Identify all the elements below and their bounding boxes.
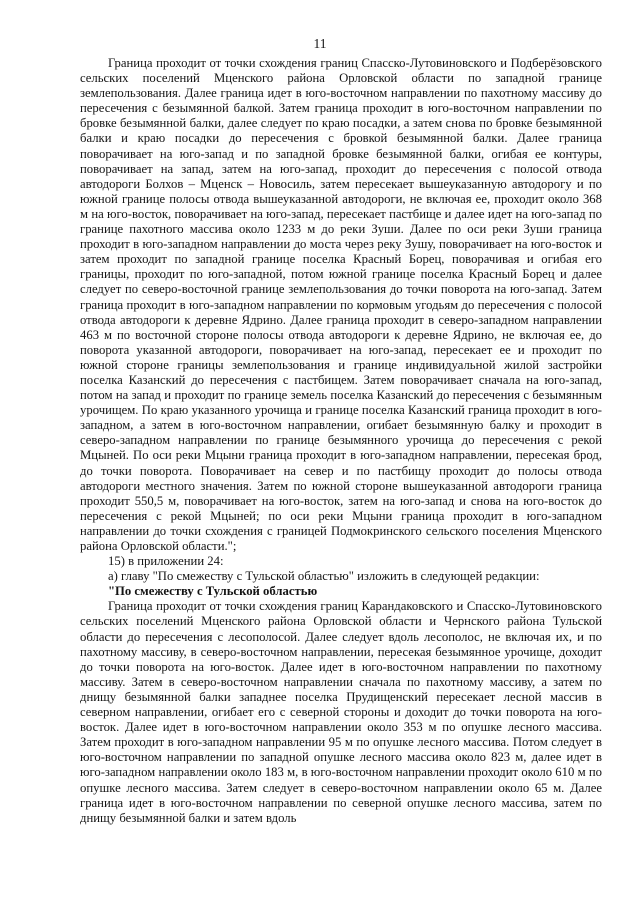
list-item-chapter-edit: а) главу "По смежеству с Тульской областью" изложить в следующей редакции: [108, 569, 540, 584]
paragraph-tula-boundary: Граница проходит от точки схождения границ Карандаковского и Спасско-Лутовиновского сельских поселений Мценского района Орловской области и Чернского района Тульской области до пересечения с лесополосой. Далее следует вдоль лесополос, не включая их, и по пахотному массиву, в северо-восточном направлении, пересекая безымянное урочище, доходит до точки поворота на юго-восток. Далее идет в юго-восточном направлении по пахотному массиву. Затем в северо-восточном направлении сначала по пахотному массиву, а затем по днищу безымянной балки западнее поселка Прудищенский пересекает лесной массив в северном направлении, огибает его с северной стороны и доходит до точки поворота на юго-восток. Далее идет в юго-восточном направлении около 353 м по опушке лесного массива. Затем проходит в юго-западном направлении 95 м по опушке лесного массива. Потом следует в юго-восточном направлении по западной опушке лесного массива около 823 м, далее идет в юго-западном направлении около 183 м, в юго-восточном направлении проходит около 610 м по опушке лесного массива. Затем следует в северо-восточном направлении около 65 м. Далее граница идет в юго-восточном направлении по северной опушке лесного массива, затем по днищу безымянной балки и затем вдоль [80, 599, 602, 825]
page-number: 11 [313, 36, 327, 51]
paragraph-boundary-description: Граница проходит от точки схождения границ Спасско-Лутовиновского и Подберёзовского сельских поселений Мценского района Орловской области по западной границе землепользования. Далее граница идет в юго-восточном направлении по пахотному массиву до пересечения с безымянной балкой. Затем граница проходит в юго-восточном направлении по бровке безымянной балки, далее следует по краю посадки, а затем снова по бровке безымянной балки и краю посадки до пересечения с бровкой безымянной балки. Далее граница поворачивает на юго-запад и по западной бровке безымянной балки, огибая ее контуры, поворачивает на запад, затем на юго-запад, проходит до пересечения с полосой отвода автодороги Болхов – Мценск – Новосиль, затем пересекает вышеуказанную автодорогу и по южной границе полосы отвода вышеуказанной автодороги, не включая ее, проходит около 368 м на юго-восток, поворачивает на юго-запад, пересекает пастбище и далее идет на юго-запад по границе пахотного массива около 1233 м до реки Зуши. Далее по оси реки Зуши граница проходит в юго-западном направлении до моста через реку Зушу, поворачивает на юго-восток и затем проходит по западной границе поселка Красный Борец, поворачивая и огибая его границы, проходит по юго-западной, потом южной границе поселка Красный Борец и далее следует по северо-восточной границе землепользования до точки поворота на юго-запад. Затем граница проходит в юго-западном направлении по кормовым угодьям до пересечения с полосой отвода автодороги к деревне Ядрино. Далее граница проходит в северо-западном направлении 463 м по восточной стороне полосы отвода автодороги к деревне Ядрино, не включая ее, до поворота указанной автодороги, поворачивает на юго-запад, пересекает ее и проходит по южной стороне границы землепользования и границе индивидуальной жилой застройки поселка Казанский до пересечения с пастбищем. Затем поворачивает сначала на юго-запад, потом на запад и проходит по границе земель поселка Казанский до пересечения с безымянным урочищем. По краю указанного урочища и границе поселка Казанский граница проходит в юго-западном, а затем в юго-восточном направлении, огибает безымянную балку и проходит в северо-западном направлении по границе безымянного урочища до пересечения с рекой Мцыней. По оси реки Мцыни граница проходит в юго-западном направлении, пересекая брод, до точки поворота. Поворачивает на север и по пастбищу проходит до полосы отвода автодороги местного значения. Затем по южной стороне вышеуказанной автодороги граница проходит 550,5 м, поворачивает на юго-восток, затем на юго-запад и снова на юго-восток до пересечения с рекой Мцыней; по оси реки Мцыни граница проходит в юго-западном направлении до точки схождения с границей Подмокринского сельского поселения Мценского района Орловской области."; [80, 56, 602, 553]
section-heading-tula: "По смежеству с Тульской областью [108, 584, 318, 599]
list-item-appendix-24: 15) в приложении 24: [108, 554, 224, 569]
document-body [80, 56, 602, 826]
